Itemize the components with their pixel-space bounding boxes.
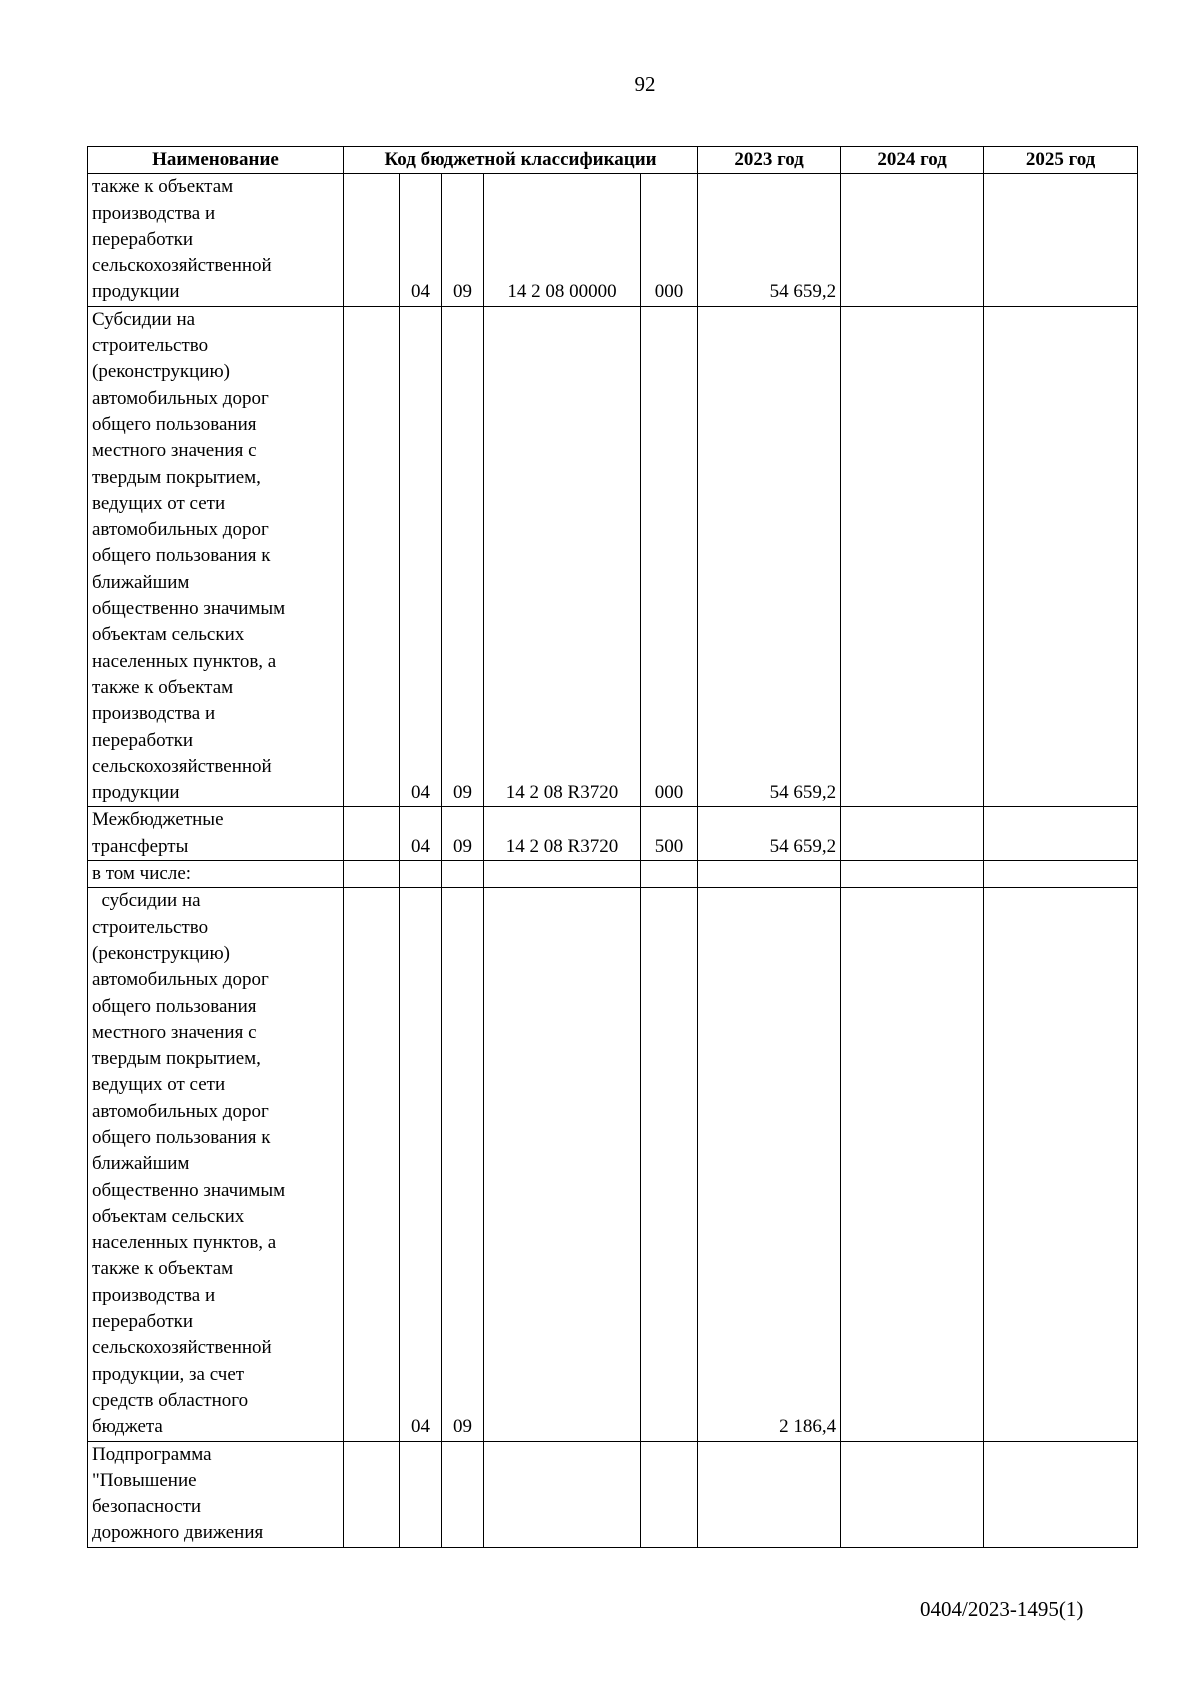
table-row xyxy=(88,888,1138,1441)
row-target-code: 14 2 08 R3720 xyxy=(484,306,641,807)
row-name: Межбюджетные трансферты xyxy=(88,807,344,861)
header-2023: 2023 год xyxy=(698,147,841,174)
row-2025-value xyxy=(984,807,1138,861)
row-subsection-code: 09 xyxy=(442,306,484,807)
row-ministry-code xyxy=(344,306,400,807)
row-name: также к объектам производства и переработки сельскохозяйственной продукции xyxy=(88,174,344,306)
row-2025-value xyxy=(984,174,1138,306)
row-section-code xyxy=(400,861,442,888)
row-section-code: 04 xyxy=(400,888,442,1441)
row-2025-value xyxy=(984,1441,1138,1547)
row-section-code: 04 xyxy=(400,174,442,306)
row-2025-value xyxy=(984,306,1138,807)
row-ministry-code xyxy=(344,1441,400,1547)
row-subsection-code: 09 xyxy=(442,807,484,861)
row-ministry-code xyxy=(344,888,400,1441)
row-ministry-code xyxy=(344,807,400,861)
row-2023-value: 2 186,4 xyxy=(698,888,841,1441)
row-expense-code: 000 xyxy=(641,306,698,807)
row-2025-value xyxy=(984,861,1138,888)
row-2024-value xyxy=(841,174,984,306)
row-name: Подпрограмма "Повышение безопасности дорожного движения xyxy=(88,1441,344,1547)
budget-table xyxy=(87,146,1138,1548)
row-2023-value xyxy=(698,861,841,888)
document-code: 0404/2023-1495(1) xyxy=(920,1597,1084,1621)
row-expense-code xyxy=(641,888,698,1441)
header-code: Код бюджетной классификации xyxy=(344,147,698,174)
row-2024-value xyxy=(841,807,984,861)
row-2025-value xyxy=(984,888,1138,1441)
row-target-code xyxy=(484,888,641,1441)
row-subsection-code xyxy=(442,1441,484,1547)
table-row xyxy=(88,861,1138,888)
table-row xyxy=(88,306,1138,807)
row-target-code: 14 2 08 R3720 xyxy=(484,807,641,861)
row-2024-value xyxy=(841,1441,984,1547)
row-2024-value xyxy=(841,888,984,1441)
row-expense-code: 500 xyxy=(641,807,698,861)
row-subsection-code xyxy=(442,861,484,888)
row-name: Субсидии на строительство (реконструкцию) автомобильных дорог общего пользования местного значения с твердым покрытием, ведущих от сети автомобильных дорог общего пользования к ближайшим общественно значимым объектам сельских населенных пунктов, а также к объектам производства и переработки сельскохозяйственной продукции xyxy=(88,306,344,807)
row-section-code: 04 xyxy=(400,807,442,861)
table-row xyxy=(88,1441,1138,1547)
row-2023-value: 54 659,2 xyxy=(698,174,841,306)
row-ministry-code xyxy=(344,861,400,888)
row-section-code: 04 xyxy=(400,306,442,807)
header-name: Наименование xyxy=(88,147,344,174)
row-subsection-code: 09 xyxy=(442,174,484,306)
row-section-code xyxy=(400,1441,442,1547)
row-name: субсидии на строительство (реконструкцию) автомобильных дорог общего пользования местного значения с твердым покрытием, ведущих от сети автомобильных дорог общего пользования к ближайшим общественно значимым объектам сельских населенных пунктов, а также к объектам производства и переработки сельскохозяйственной продукции, за счет средств областного бюджета xyxy=(88,888,344,1441)
row-name: в том числе: xyxy=(88,861,344,888)
row-2024-value xyxy=(841,861,984,888)
header-2025: 2025 год xyxy=(984,147,1138,174)
header-2024: 2024 год xyxy=(841,147,984,174)
row-2024-value xyxy=(841,306,984,807)
row-subsection-code: 09 xyxy=(442,888,484,1441)
row-target-code: 14 2 08 00000 xyxy=(484,174,641,306)
row-target-code xyxy=(484,861,641,888)
row-2023-value: 54 659,2 xyxy=(698,306,841,807)
table-header-row xyxy=(88,147,1138,174)
table-row xyxy=(88,807,1138,861)
table-row xyxy=(88,174,1138,306)
row-2023-value: 54 659,2 xyxy=(698,807,841,861)
row-2023-value xyxy=(698,1441,841,1547)
row-target-code xyxy=(484,1441,641,1547)
page-number: 92 xyxy=(634,72,656,96)
row-expense-code xyxy=(641,861,698,888)
row-expense-code: 000 xyxy=(641,174,698,306)
row-ministry-code xyxy=(344,174,400,306)
row-expense-code xyxy=(641,1441,698,1547)
